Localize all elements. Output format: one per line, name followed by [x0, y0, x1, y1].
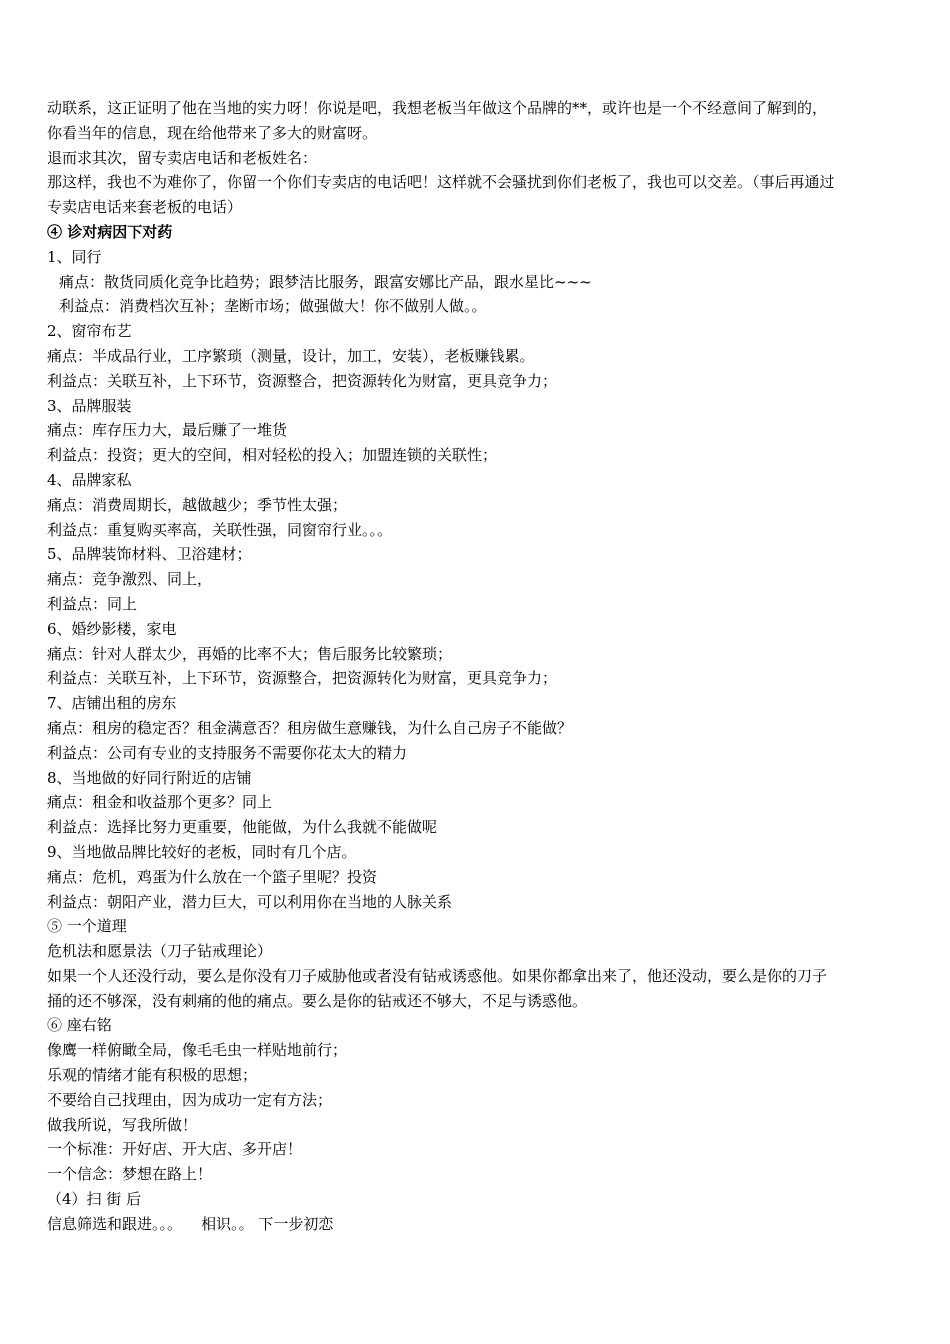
text-line: 痛点：半成品行业，工序繁琐（测量，设计，加工，安装），老板赚钱累。: [47, 346, 535, 365]
text-line: 痛点：针对人群太少，再婚的比率不大；售后服务比较繁琐；: [47, 644, 453, 663]
text-line: 利益点：关联互补，上下环节，资源整合，把资源转化为财富，更具竞争力；: [47, 371, 558, 390]
text-line: 利益点：选择比努力更重要，他能做，为什么我就不能做呢: [47, 818, 438, 837]
text-line: 动联系，这正证明了他在当地的实力呀！你说是吧，我想老板当年做这个品牌的**，或许也是一个不经意间了解到的，: [47, 99, 828, 117]
text-line: 像鹰一样俯瞰全局，像毛毛虫一样贴地前行；: [47, 1041, 348, 1060]
text-line: 利益点：重复购买率高，关联性强，同窗帘行业。。。: [47, 520, 393, 539]
text-line: 2、窗帘布艺: [47, 322, 132, 341]
text-line: 痛点：竞争激烈、同上，: [47, 570, 213, 589]
text-line: 8、当地做的好同行附近的店铺: [47, 768, 252, 787]
text-line: 一个信念：梦想在路上！: [47, 1165, 213, 1184]
text-line: 利益点：投资；更大的空间，相对轻松的投入；加盟连锁的关联性；: [47, 446, 498, 465]
text-line: 利益点：公司有专业的支持服务不需要你花太大的精力: [47, 743, 408, 762]
text-line: 信息筛选和跟进。。。 相识。。 下一步初恋: [47, 1214, 334, 1233]
text-line: 利益点：消费档次互补；垄断市场；做强做大！你不做别人做。。: [59, 297, 487, 316]
text-line: 痛点：租金和收益那个更多？同上: [47, 793, 273, 812]
text-line: 利益点：朝阳产业，潜力巨大，可以利用你在当地的人脉关系: [47, 892, 453, 911]
text-line: 痛点：危机，鸡蛋为什么放在一个篮子里呢？投资: [47, 867, 378, 886]
text-line: 痛点：租房的稳定否？租金满意否？租房做生意赚钱，为什么自己房子不能做？: [47, 718, 573, 737]
text-line: 9、当地做品牌比较好的老板，同时有几个店。: [47, 842, 357, 861]
text-line: 如果一个人还没行动，要么是你没有刀子威胁他或者没有钻戒诱惑他。如果你都拿出来了，他还没动，要么是你的刀子: [47, 966, 828, 985]
text-line: ⑤ 一个道理: [47, 917, 127, 936]
text-line: 利益点：同上: [47, 594, 138, 613]
text-line: ⑥ 座右铭: [47, 1016, 112, 1035]
text-line: 1、同行: [47, 247, 102, 266]
text-line: 一个标准：开好店、开大店、多开店！: [47, 1140, 303, 1159]
document-page: [47, 96, 915, 1237]
text-line: 5、品牌装饰材料、卫浴建材；: [47, 545, 252, 564]
text-line: 利益点：关联互补，上下环节，资源整合，把资源转化为财富，更具竞争力；: [47, 669, 558, 688]
text-line: 你看当年的信息，现在给他带来了多大的财富呀。: [47, 123, 378, 142]
text-line: 那这样，我也不为难你了，你留一个你们专卖店的电话吧！这样就不会骚扰到你们老板了，我也可以交差。（事后再通过: [47, 173, 835, 192]
text-line: 捅的还不够深，没有刺痛的他的痛点。要么是你的钻戒还不够大，不足与诱惑他。: [47, 991, 588, 1010]
text-line: 专卖店电话来套老板的电话）: [47, 198, 243, 217]
text-line: 做我所说，写我所做！: [47, 1115, 198, 1134]
text-line: 7、店铺出租的房东: [47, 694, 177, 713]
text-line: （4）扫 街 后: [47, 1190, 142, 1209]
text-line: 乐观的情绪才能有积极的思想；: [47, 1066, 258, 1085]
text-line: 退而求其次，留专卖店电话和老板姓名：: [47, 148, 318, 167]
text-line: 痛点：库存压力大，最后赚了一堆货: [47, 421, 288, 440]
text-line: 不要给自己找理由，因为成功一定有方法；: [47, 1090, 333, 1109]
text-line: 危机法和愿景法（刀子钻戒理论）: [47, 942, 273, 961]
text-line: 4、品牌家私: [47, 470, 132, 489]
text-line: 痛点：消费周期长，越做越少；季节性太强；: [47, 495, 348, 514]
section-heading: ④ 诊对病因下对药: [47, 222, 173, 241]
text-line: 痛点：散货同质化竞争比趋势；跟梦洁比服务，跟富安娜比产品，跟水星比~~~: [59, 272, 592, 291]
text-line: 6、婚纱影楼，家电: [47, 619, 177, 638]
text-line: 3、品牌服装: [47, 396, 132, 415]
